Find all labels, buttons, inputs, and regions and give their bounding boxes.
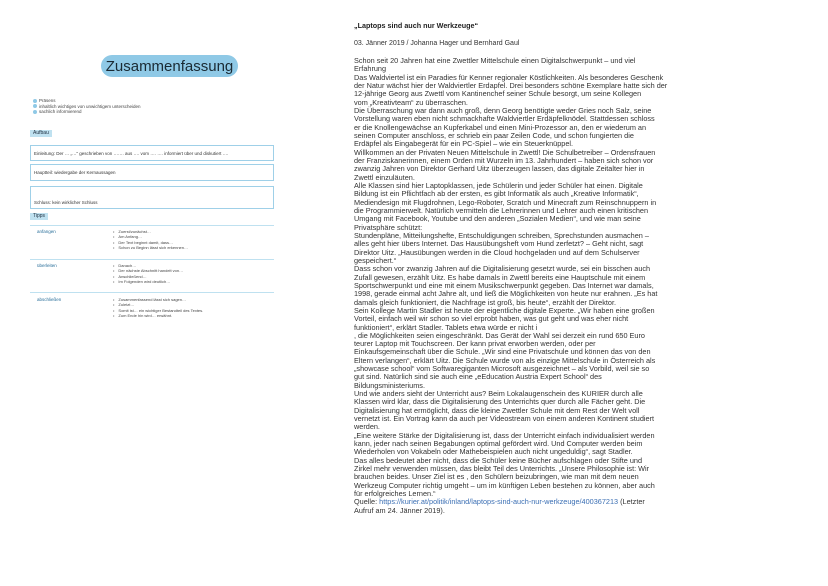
article-meta: 03. Jänner 2019 / Johanna Hager und Bernhard Gaul [354,40,520,47]
conclusion-box: Schluss: kein wirklicher Schluss [30,186,274,209]
list-item: • Zuerst/zunächst… [113,229,188,234]
source-link[interactable]: https://kurier.at/politik/inland/laptops-sind-auch-nur-werkzeuge/400367213 [379,497,619,507]
tipps-label: Tipps [30,213,48,220]
bullet-icon [33,110,37,114]
list-item: • Zusammenfassend lässt sich sagen… [113,297,203,302]
list-item: • Der nächste Abschnitt handelt von… [113,268,183,273]
article-body [354,57,670,515]
article-text: Schon seit 20 Jahren hat eine Zwettler Mittelschule einen Digitalschwerpunkt – und viel Erfahrung Das Waldviertel ist ein Paradies für Kenner regionaler Köstlichkeiten. Als besonderes Geschenk der Natur wächst hier der Waldviertler Erdapfel. Drei besonders schöne Exemplare hatte sich der 12-jährige Georg aus Zwettl vom Kantinenchef seiner Schule besorgt, um seine Kollegen vom „Kreativteam“ zu überraschen. Die Überraschung war dann auch groß, denn Georg benötigte weder Gries noch Salz, seine Vorstellung waren eben nicht schmackhafte Waldviertler Erdäpfelknödel. Stattdessen schloss er die Knollengewächse an Kupferkabel und einen Mini-Prozessor an, den er wiederum an seinen Computer anschloss, er schrieb ein paar Zeilen Code, und schon fungierten die Erdäpfel als Eingabegerät für ein PC-Spiel – wie ein Steuerknüppel. Willkommen an der Privaten Neuen Mittelschule in Zwettl! Die Schulbetreiber – Ordensfrauen der Franziskanerinnen, einem Orden mit Wurzeln im 13. Jahrhundert – haben sich schon vor zwanzig Jahren von Direktor Gerhard Uitz überzeugen lassen, das digitale Zeitalter hier in Zwettl einzuläuten. Alle Klassen sind hier Laptopklassen, jede Schülerin und jeder Schüler hat einen. Digitale Bildung ist ein Pflichtfach ab der ersten, es gibt Informatik als auch „Kreative Informatik“, Mediendesign mit Flugdrohnen, Lego-Roboter, Scratch und Minecraft zum Reinschnuppern in die Programmierwelt. Natürlich vermitteln die Lehrerinnen und Lehrer auch einen kritischen Umgang mit Facebook, Youtube und den anderen „Sozialen Medien“, und wie man seine Privatsphäre schützt: Stundenpläne, Mitteilungshefte, Entschuldigungen schreiben, Sprechstunden ausmachen – alles geht hier übers Internet. Das Hausübungsheft vom Hund zerfetzt? – Geht nicht, sagt Direktor Uitz. „Hausübungen werden in die Cloud hochgeladen und auf dem Schulserver gespeichert.“ Dass schon vor zwanzig Jahren auf die Digitalisierung gesetzt wurde, sei ein bisschen auch Zufall gewesen, erzählt Uitz. Es habe damals in Zwettl bereits eine Hauptschule mit einem Sportschwerpunkt und eine mit einem Musikschwerpunkt gegeben. Das Internet war damals, 1998, gerade einmal acht Jahre alt, und ließ die Möglichkeiten von heute nur erahnen. „Es hat damals gleich funktioniert, die Nachfrage ist groß, bis heute“, erzählt der Direktor. Sein Kollege Martin Stadler ist heute der eigentliche digitale Experte. „Wir haben eine großen Vorteil, einfach weil wir schon so viel erprobt haben, was gut geht und was eher nicht funktioniert“, erklärt Stadler. Tablets etwa würde er nicht i , die Möglichkeiten seien eingeschränkt. Das Gerät der Wahl sei derzeit ein rund 650 Euro teurer Laptop mit Touchscreen. Der kann privat erworben werden, oder per Einkaufsgemeinschaft über die Schule. „Wir sind eine Privatschule und können das von den Eltern verlangen“, erklärt Uitz. Die Schule wurde von als einzige Mittelschule in Österreich als „showcase school“ vom Softwaregiganten Microsoft ausgezeichnet – als Vorbild, weil sie so gut sind. Natürlich sind sie auch eine „eEducation Austria Expert School“ des Bildungsministeriums. Und wie anders sieht der Unterricht aus? Beim Lokalaugenschein des KURIER durch alle Klassen wird klar, dass die Digitalisierung des Unterrichts quer durch alle Fächer geht. Die Digitalisierung hat ermöglicht, dass die kleine Zwettler Schule mit dem Rest der Welt voll vernetzt ist. Ein Vortrag kann da auch per Videostream von einem anderen Kontinent studiert werden. „Eine weitere Stärke der Digitalisierung ist, dass der Unterricht einfach individualisiert werden kann, jeder nach seinen Begabungen optimal gefördert wird. Und Computer werden beim Wiederholen von Vokabeln oder Mathebeispielen auch nicht ungeduldig“, sagt Stadler. Das alles bedeutet aber nicht, dass die Schüler keine Bücher aufschlagen oder Stifte und Zirkel mehr verwenden müssen, das bleibt Teil des Unterrichts. „Unsere Philosophie ist: Wir brauchen beides. Unser Ziel ist es , den Schülern beizubringen, wie man mit dem neuen Werkzeug Computer richtig umgeht – um im künftigen Leben bestehen zu können, aber auch für erfolgreiches Lernen.“ [354,56,668,499]
article-title: „Laptops sind auch nur Werkzeuge“ [354,21,479,30]
list-item: • Anschließend… [113,274,183,279]
source-suffix: (Letzter Aufruf am 24. Jänner 2019). [354,497,645,515]
tip-items-abschliessen [113,297,203,318]
list-item: • Am Anfang… [113,234,188,239]
main-part-box: Hauptteil: wiedergabe der Kernaussagen [30,164,274,181]
source-prefix: Quelle: [354,497,380,507]
divider [30,225,274,226]
tip-label-anfangen: anfangen [37,229,56,234]
summary-title: Zusammenfassung [101,55,238,77]
list-item: • Zum Ende hin wird… erwähnt. [113,313,203,318]
list-item: • Somit ist… ein wichtiger Bestandteil des Textes. [113,308,203,313]
list-item: • Danach… [113,263,183,268]
legend [33,98,141,115]
tip-label-abschliessen: abschließen [37,297,62,302]
list-item: • Schon zu Beginn lässt sich erkennen… [113,245,188,250]
legend-item: Präsens [33,98,141,104]
aufbau-label: Aufbau [30,130,52,137]
intro-box: Einleitung: Der … „…“ geschrieben von ……. aus …. vom …. …. informiert über und diskutiert …. [30,145,274,161]
summary-panel [0,0,320,586]
tip-items-ueberleiten [113,263,183,284]
list-item: • Der Text beginnt damit, dass… [113,240,188,245]
divider [30,259,274,260]
divider [30,292,274,293]
bullet-icon [33,99,37,103]
legend-item: sachlich informierend [33,109,141,115]
tip-items-anfangen [113,229,188,250]
list-item: • Zuletzt… [113,302,203,307]
bullet-icon [33,104,37,108]
list-item: • Im Folgenden wird deutlich… [113,279,183,284]
tip-label-ueberleiten: überleiten [37,263,57,268]
legend-item: inhaltlich wichtiges von unwichtigem unterscheiden [33,104,141,110]
